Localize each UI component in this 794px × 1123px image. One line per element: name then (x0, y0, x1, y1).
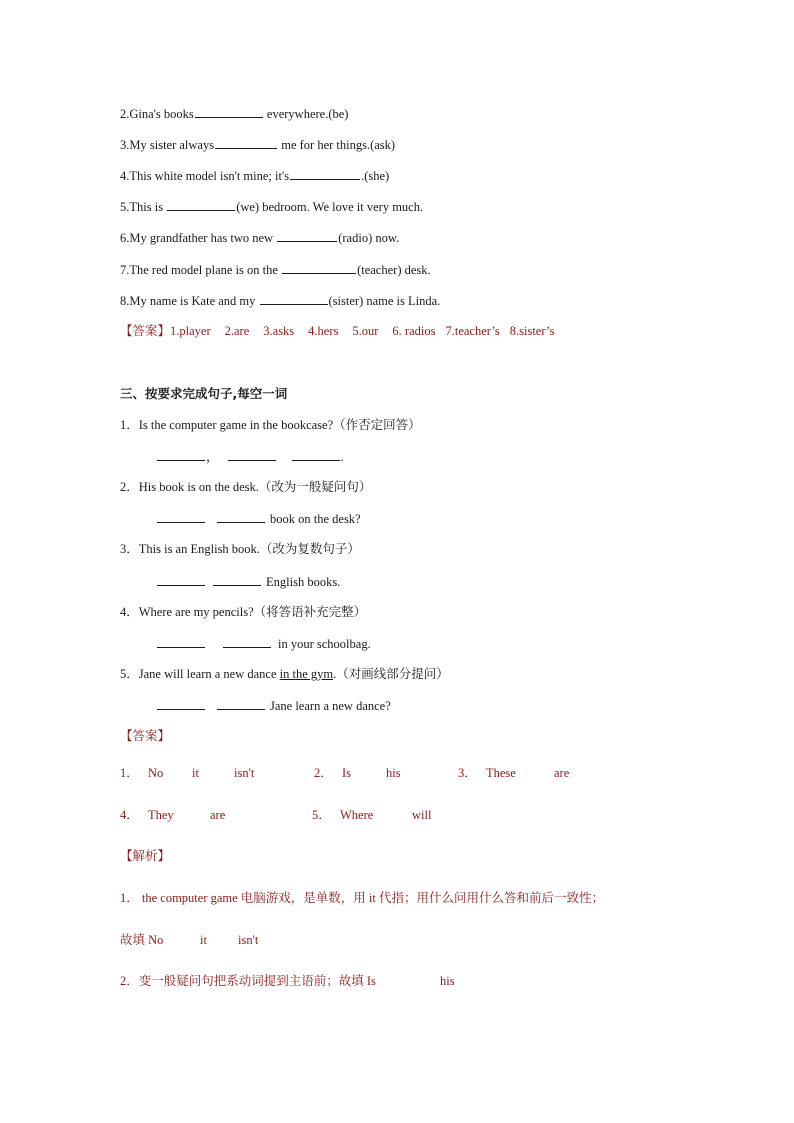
sentence-tail: in your schoolbag. (278, 637, 371, 651)
question-text: 3.My sister always (120, 138, 215, 152)
question-text: 5.This is (120, 200, 167, 214)
answer-word: These (486, 766, 516, 780)
answer-item: 5.our (352, 324, 379, 338)
analysis-text: 故填 No (120, 933, 164, 947)
answer-blank[interactable] (228, 448, 276, 461)
analysis-1-fill (120, 932, 258, 948)
answer-word: Is (342, 766, 352, 780)
question-2 (120, 105, 348, 122)
answer-blank[interactable] (260, 292, 328, 305)
answer-blank[interactable] (282, 261, 356, 274)
answer-blank[interactable] (217, 697, 265, 710)
answer-blank[interactable] (223, 635, 271, 648)
question-text: 7.The red model plane is on the (120, 263, 282, 277)
question-text: 5．Jane will learn a new dance (120, 667, 280, 681)
section-heading: 三、按要求完成句子,每空一词 (120, 386, 288, 401)
answer-word: are (554, 766, 570, 780)
question-text: 2.Gina's books (120, 107, 194, 121)
answer-blank[interactable] (213, 573, 261, 586)
answer-word: They (148, 808, 174, 822)
question-hint: (we) bedroom. We love it very much. (236, 200, 424, 214)
answer-blank[interactable] (292, 448, 340, 461)
question-hint: me for her things.(ask) (278, 138, 396, 152)
part2-answer-line (120, 323, 568, 339)
question-hint: .(she) (361, 169, 390, 183)
part3-question-4: 4．Where are my pencils?（将答语补充完整） (120, 605, 367, 619)
answer-item: 3.asks (263, 324, 295, 338)
question-3 (120, 136, 395, 153)
question-text: 4.This white model isn't mine; it's (120, 169, 290, 183)
analysis-label: 【解析】 (120, 849, 171, 863)
answer-item: 7.teacher’s (445, 324, 500, 338)
part3-q4-blanks (156, 635, 371, 652)
answer-item: 1.player (170, 324, 211, 338)
answer-word: isn't (238, 933, 259, 947)
answer-word: his (386, 766, 401, 780)
sentence-tail: English books. (266, 575, 341, 589)
answer-number: 5． (312, 808, 331, 822)
question-text: 6.My grandfather has two new (120, 231, 277, 245)
answer-blank[interactable] (167, 198, 235, 211)
analysis-text: 2．变一般疑问句把系动词提到主语前；故填 Is (120, 974, 376, 988)
answer-blank[interactable] (157, 448, 205, 461)
question-hint: everywhere.(be) (263, 107, 349, 121)
question-hint: (sister) name is Linda. (328, 294, 441, 308)
part3-q3-blanks (156, 573, 340, 590)
part3-q1-blanks (156, 448, 344, 465)
part3-question-1: 1．Is the computer game in the bookcase?（作否定回答） (120, 418, 421, 432)
answer-word: his (440, 974, 455, 988)
answer-word: are (210, 808, 226, 822)
question-hint: (radio) now. (338, 231, 400, 245)
part3-question-2: 2．His book is on the desk.（改为一般疑问句） (120, 480, 372, 494)
question-hint: .（对画线部分提问） (333, 667, 449, 681)
answer-word: it (192, 766, 199, 780)
answer-number: 2． (314, 766, 333, 780)
answer-item: 2.are (224, 324, 250, 338)
part3-q5-blanks (156, 697, 391, 714)
part3-q2-blanks (156, 510, 361, 527)
period: . (340, 450, 344, 464)
question-8 (120, 292, 440, 309)
answer-word: Where (340, 808, 374, 822)
answer-blank[interactable] (157, 573, 205, 586)
answer-number: 3． (458, 766, 477, 780)
answer-blank[interactable] (290, 167, 360, 180)
part3-question-3: 3．This is an English book.（改为复数句子） (120, 542, 360, 556)
underlined-phrase: in the gym (279, 667, 334, 681)
question-5 (120, 198, 423, 215)
answer-word: No (148, 766, 164, 780)
answer-number: 4． (120, 808, 139, 822)
sentence-tail: Jane learn a new dance? (270, 699, 391, 713)
answer-word: isn't (234, 766, 255, 780)
answer-item: 6. radios (392, 324, 436, 338)
answer-number: 1． (120, 766, 139, 780)
part3-answer-label: 【答案】 (120, 729, 171, 743)
sentence-tail: book on the desk? (270, 512, 361, 526)
answer-label: 【答案】 (120, 324, 171, 338)
question-4 (120, 167, 389, 184)
question-6 (120, 229, 399, 246)
answer-blank[interactable] (195, 105, 263, 118)
answer-item: 4.hers (308, 324, 339, 338)
answer-blank[interactable] (157, 697, 205, 710)
part3-answer-row-2 (120, 807, 431, 823)
answer-blank[interactable] (157, 510, 205, 523)
analysis-1: 1． the computer game 电脑游戏，是单数，用 it 代指；用什么问用什么答和前后一致性； (120, 891, 604, 905)
analysis-2 (120, 973, 455, 989)
answer-word: it (200, 933, 207, 947)
part3-question-5 (120, 666, 449, 682)
separator: ， (206, 450, 219, 464)
answer-blank[interactable] (215, 136, 277, 149)
answer-blank[interactable] (277, 229, 337, 242)
question-text: 8.My name is Kate and my (120, 294, 259, 308)
answer-blank[interactable] (157, 635, 205, 648)
question-hint: (teacher) desk. (357, 263, 431, 277)
question-7 (120, 261, 431, 278)
answer-item: 8.sister’s (509, 324, 555, 338)
answer-word: will (412, 808, 432, 822)
answer-blank[interactable] (217, 510, 265, 523)
part3-answer-row-1 (120, 765, 569, 781)
